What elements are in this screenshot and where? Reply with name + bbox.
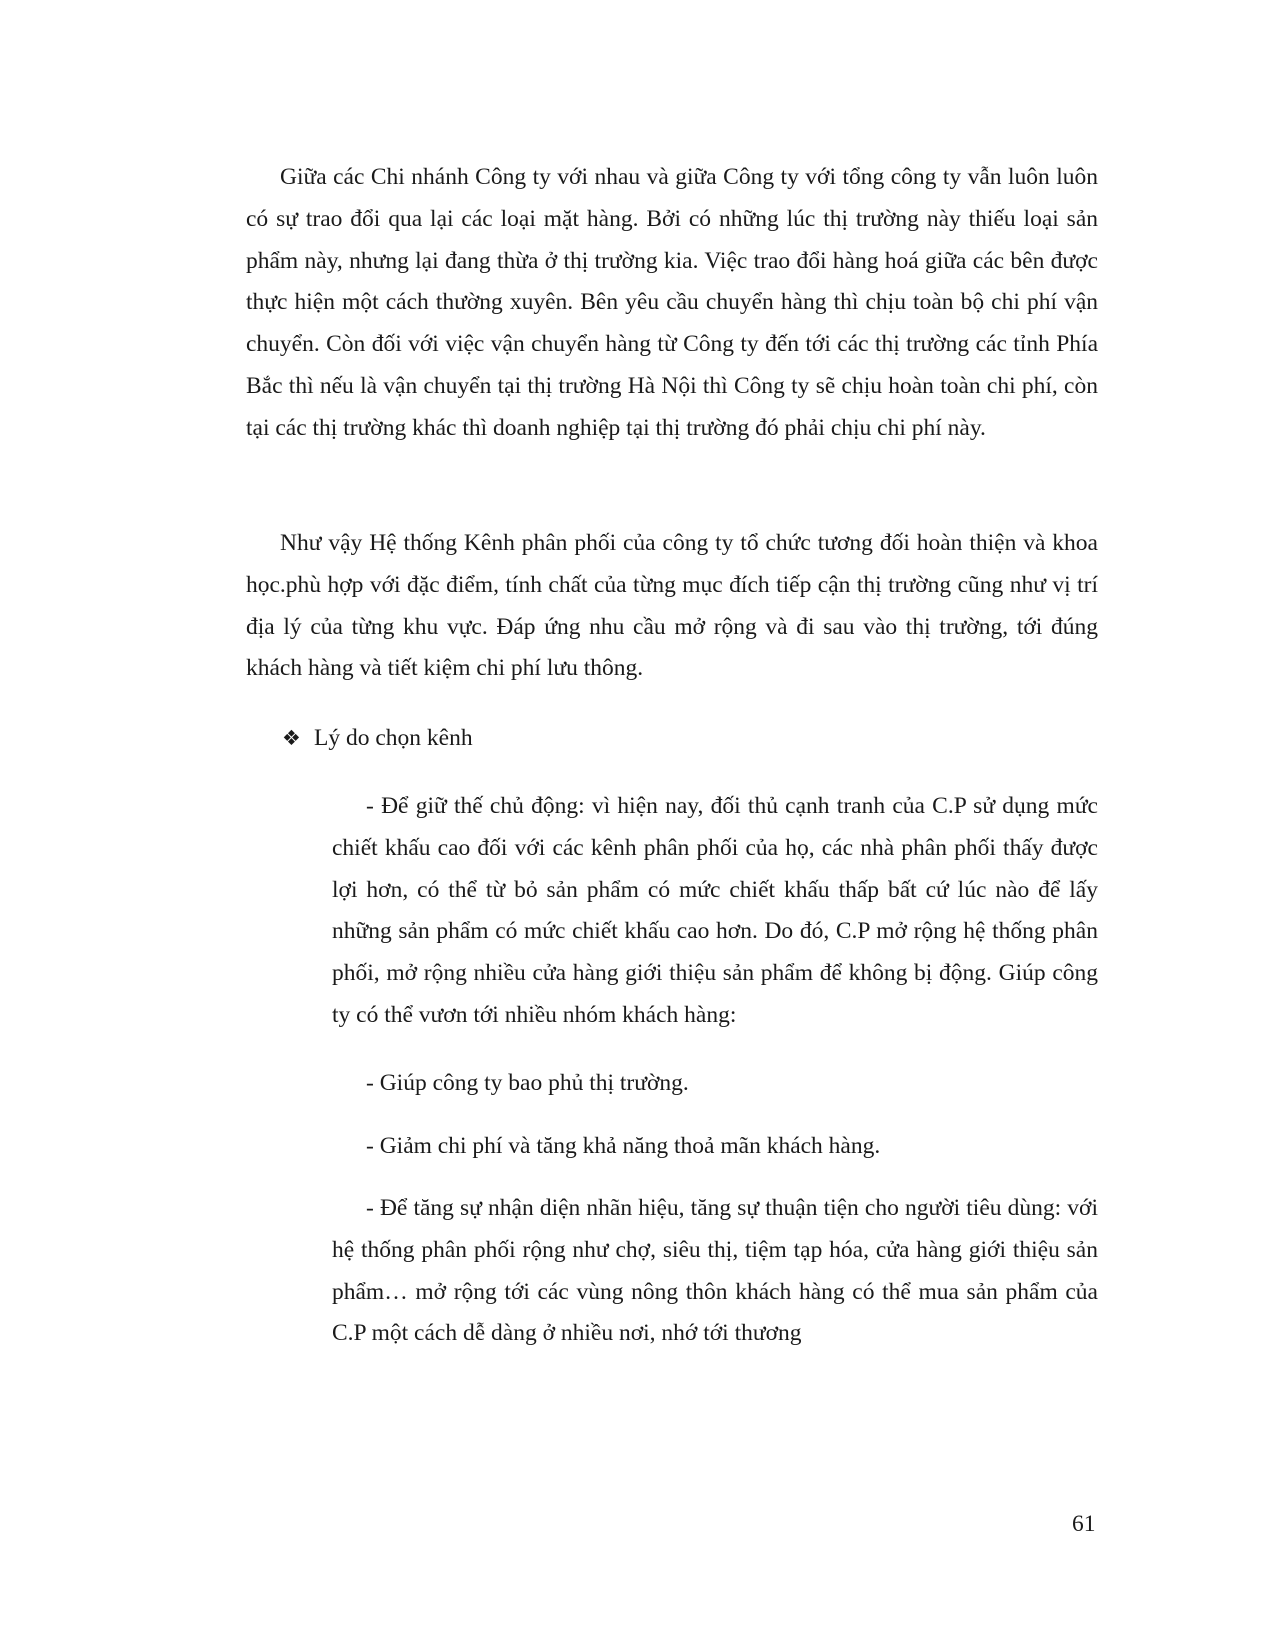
reason-item-cost-reduction: - Giảm chi phí và tăng khả năng thoả mãn khách hàng. bbox=[366, 1133, 881, 1159]
section-heading bbox=[282, 723, 473, 753]
body-paragraph-channel-summary: Như vậy Hệ thống Kênh phân phối của công ty tổ chức tương đối hoàn thiện và khoa học.phù hợp với đặc điểm, tính chất của từng mục đích tiếp cận thị trường cũng như vị trí địa lý của từng khu vực. Đáp ứng nhu cầu mở rộng và đi sau vào thị trường, tới đúng khách hàng và tiết kiệm chi phí lưu thông. bbox=[246, 530, 1098, 682]
section-heading-title: Lý do chọn kênh bbox=[314, 725, 473, 751]
reason-item-market-coverage: - Giúp công ty bao phủ thị trường. bbox=[366, 1070, 689, 1096]
reason-item-brand-recognition: - Để tăng sự nhận diện nhãn hiệu, tăng sự thuận tiện cho người tiêu dùng: với hệ thống phân phối rộng như chợ, siêu thị, tiệm tạp hóa, cửa hàng giới thiệu sản phẩm… mở rộng tới các vùng nông thôn khách hàng có thể mua sản phẩm của C.P một cách dễ dàng ở nhiều nơi, nhớ tới thương bbox=[332, 1195, 1098, 1347]
page-number: 61 bbox=[1072, 1511, 1096, 1537]
diamond-bullet-icon: ❖ bbox=[282, 726, 301, 750]
reason-item-proactive: - Để giữ thế chủ động: vì hiện nay, đối thủ cạnh tranh của C.P sử dụng mức chiết khấu cao đối với các kênh phân phối của họ, các nhà phân phối thấy được lợi hơn, có thể từ bỏ sản phẩm có mức chiết khấu thấp bất cứ lúc nào để lấy những sản phẩm có mức chiết khấu cao hơn. Do đó, C.P mở rộng hệ thống phân phối, mở rộng nhiều cửa hàng giới thiệu sản phẩm để không bị động. Giúp công ty có thể vươn tới nhiều nhóm khách hàng: bbox=[332, 793, 1098, 1028]
body-paragraph-branch-exchange: Giữa các Chi nhánh Công ty với nhau và giữa Công ty với tổng công ty vẫn luôn luôn có sự trao đổi qua lại các loại mặt hàng. Bởi có những lúc thị trường này thiếu loại sản phẩm này, nhưng lại đang thừa ở thị trường kia. Việc trao đổi hàng hoá giữa các bên được thực hiện một cách thường xuyên. Bên yêu cầu chuyển hàng thì chịu toàn bộ chi phí vận chuyển. Còn đối với việc vận chuyển hàng từ Công ty đến tới các thị trường các tỉnh Phía Bắc thì nếu là vận chuyển tại thị trường Hà Nội thì Công ty sẽ chịu hoàn toàn chi phí, còn tại các thị trường khác thì doanh nghiệp tại thị trường đó phải chịu chi phí này. bbox=[246, 164, 1098, 441]
